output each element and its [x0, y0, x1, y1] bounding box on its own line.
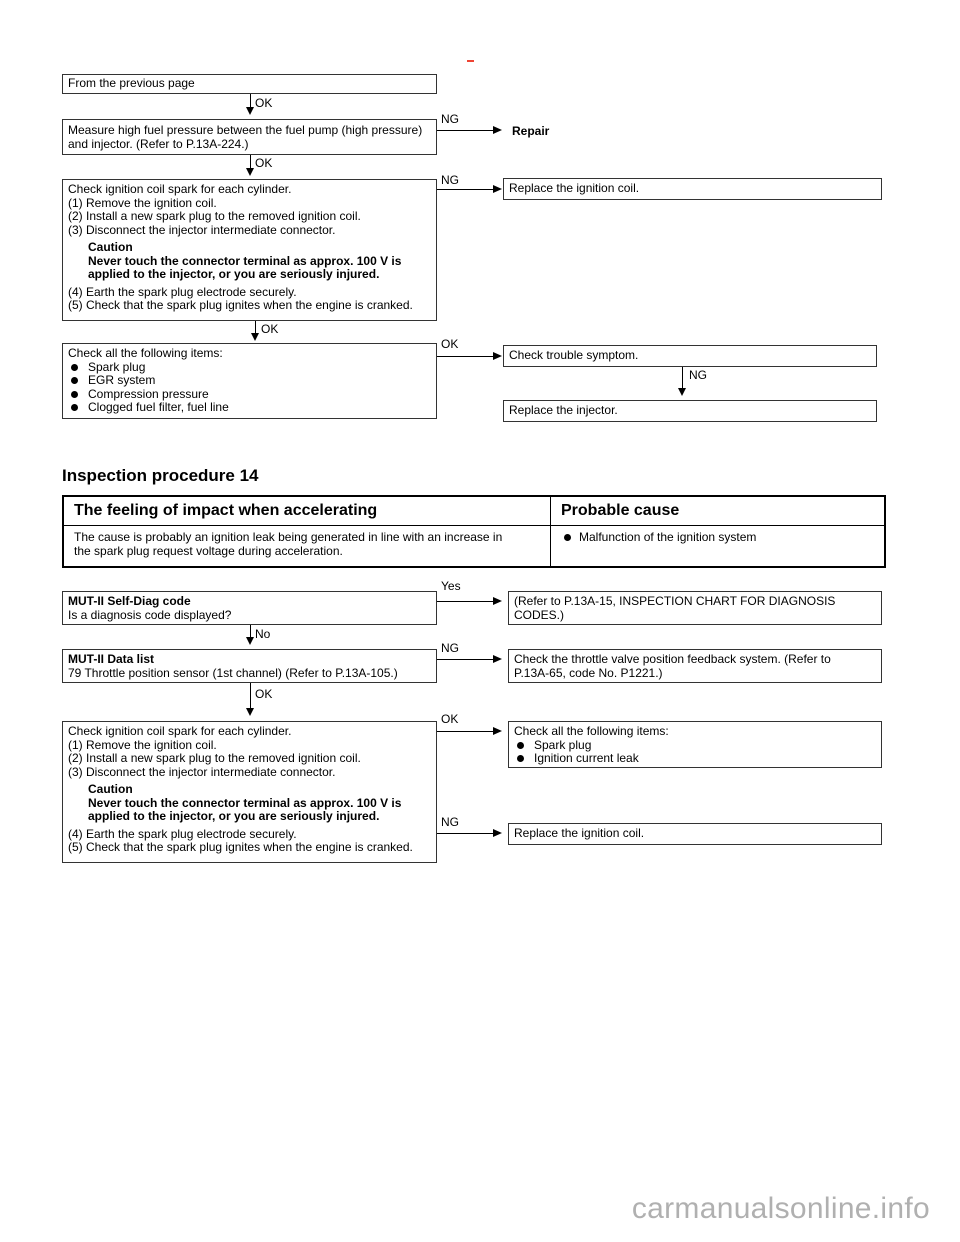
connector-line [250, 155, 251, 169]
trouble-symptom-box [503, 345, 877, 367]
self-diag-question: Is a diagnosis code displayed? [68, 607, 232, 622]
check-items-box [508, 721, 882, 768]
ok-label: OK [441, 337, 459, 351]
refer-inspection-chart-box [508, 591, 882, 625]
connector-line [250, 683, 251, 709]
from-previous-page-box [62, 74, 437, 94]
refer-line: (Refer to P.13A-15, INSPECTION CHART FOR DIAGNOSIS [514, 594, 836, 608]
check-item: Ignition current leak [514, 752, 876, 766]
replace-coil-box [508, 823, 882, 845]
yes-label: Yes [441, 579, 461, 593]
watermark: carmanualsonline.info [631, 1192, 930, 1225]
throttle-line: P.13A-65, code No. P1221.) [514, 665, 663, 680]
ok-label: OK [441, 712, 459, 726]
replace-coil-box [503, 178, 882, 200]
data-list-box [62, 649, 437, 683]
ok-label: OK [255, 156, 273, 170]
refer-line: CODES.) [514, 607, 565, 622]
caution-text: applied to the injector, or you are seriously injured. [88, 267, 380, 281]
symptom-header: The feeling of impact when accelerating [63, 496, 551, 526]
arrow-right-icon [493, 655, 502, 663]
step-line: (5) Check that the spark plug ignites when the engine is cranked. [68, 840, 413, 854]
step-line: (2) Install a new spark plug to the removed ignition coil. [68, 209, 361, 223]
ng-label: NG [689, 368, 707, 382]
check-item: Compression pressure [68, 388, 431, 402]
self-diag-box [62, 591, 437, 625]
throttle-line: Check the throttle valve position feedback system. (Refer to [514, 652, 831, 666]
check-items-title: Check all the following items: [68, 346, 223, 360]
step-line: (2) Install a new spark plug to the removed ignition coil. [68, 751, 361, 765]
arrow-down-icon [246, 708, 254, 716]
fuel-pressure-line: Measure high fuel pressure between the fuel pump (high pressure) [68, 123, 423, 137]
replace-injector-box [503, 400, 877, 422]
ng-label: NG [441, 112, 459, 126]
symptom-line: the spark plug request voltage during acceleration. [74, 543, 343, 558]
connector-line [682, 367, 683, 389]
arrow-right-icon [493, 126, 502, 134]
arrow-down-icon [678, 388, 686, 396]
step-line: Check ignition coil spark for each cylinder. [68, 724, 292, 738]
probable-cause-item: Malfunction of the ignition system [561, 531, 874, 545]
arrow-down-icon [251, 333, 259, 341]
ng-label: NG [441, 173, 459, 187]
procedure-table [62, 495, 886, 568]
connector-line [437, 130, 493, 131]
arrow-right-icon [493, 352, 502, 360]
step-line: (4) Earth the spark plug electrode securely. [68, 284, 297, 299]
caution-title: Caution [88, 782, 133, 796]
connector-line [437, 659, 493, 660]
caution-text: Never touch the connector terminal as approx. 100 V is [88, 795, 402, 810]
step-line: (3) Disconnect the injector intermediate connector. [68, 764, 336, 779]
step-line: Check ignition coil spark for each cylinder. [68, 182, 292, 196]
connector-line [437, 833, 493, 834]
header-mark [467, 60, 474, 62]
data-list-title: MUT-II Data list [68, 652, 155, 666]
arrow-right-icon [493, 829, 502, 837]
check-item: Clogged fuel filter, fuel line [68, 401, 431, 415]
probable-cause-header: Probable cause [551, 496, 886, 526]
ok-label: OK [261, 322, 279, 336]
step-line: (5) Check that the spark plug ignites when the engine is cranked. [68, 298, 413, 312]
check-item: EGR system [68, 374, 431, 388]
fuel-pressure-box [62, 119, 437, 155]
connector-line [437, 731, 493, 732]
trouble-symptom-text: Check trouble symptom. [509, 348, 639, 362]
step-line: (3) Disconnect the injector intermediate connector. [68, 222, 336, 237]
replace-coil-text: Replace the ignition coil. [509, 181, 640, 195]
no-label: No [255, 627, 271, 641]
step-line: (1) Remove the ignition coil. [68, 195, 217, 210]
spark-check-box [62, 721, 437, 863]
step-line: (4) Earth the spark plug electrode securely. [68, 826, 297, 841]
procedure-heading: Inspection procedure 14 [62, 466, 259, 485]
check-items-title: Check all the following items: [514, 724, 669, 738]
arrow-down-icon [246, 107, 254, 115]
probable-cause-cell [551, 526, 886, 568]
data-list-text: 79 Throttle position sensor (1st channel) (Refer to P.13A-105.) [68, 665, 398, 680]
check-item: Spark plug [68, 361, 431, 375]
ok-label: OK [255, 687, 273, 701]
arrow-right-icon [493, 597, 502, 605]
symptom-line: The cause is probably an ignition leak being generated in line with an increase in [74, 530, 503, 544]
arrow-down-icon [246, 637, 254, 645]
self-diag-title: MUT-II Self-Diag code [68, 594, 191, 608]
from-previous-page-text: From the previous page [68, 76, 195, 90]
connector-line [437, 356, 493, 357]
ok-label: OK [255, 96, 273, 110]
replace-injector-text: Replace the injector. [509, 403, 618, 417]
arrow-right-icon [493, 185, 502, 193]
replace-coil-text: Replace the ignition coil. [514, 826, 645, 840]
ng-label: NG [441, 641, 459, 655]
step-line: (1) Remove the ignition coil. [68, 737, 217, 752]
caution-text: applied to the injector, or you are seriously injured. [88, 809, 380, 823]
connector-line [250, 94, 251, 108]
check-item: Spark plug [514, 739, 876, 753]
throttle-feedback-box [508, 649, 882, 683]
arrow-down-icon [246, 168, 254, 176]
repair-text: Repair [512, 124, 550, 138]
ng-label: NG [441, 815, 459, 829]
arrow-right-icon [493, 727, 502, 735]
symptom-cell [63, 526, 551, 568]
caution-text: Never touch the connector terminal as approx. 100 V is [88, 253, 402, 268]
connector-line [437, 601, 493, 602]
connector-line [437, 189, 493, 190]
fuel-pressure-line: and injector. (Refer to P.13A-224.) [68, 136, 249, 151]
caution-title: Caution [88, 240, 133, 254]
spark-check-box [62, 179, 437, 321]
check-items-box [62, 343, 437, 419]
